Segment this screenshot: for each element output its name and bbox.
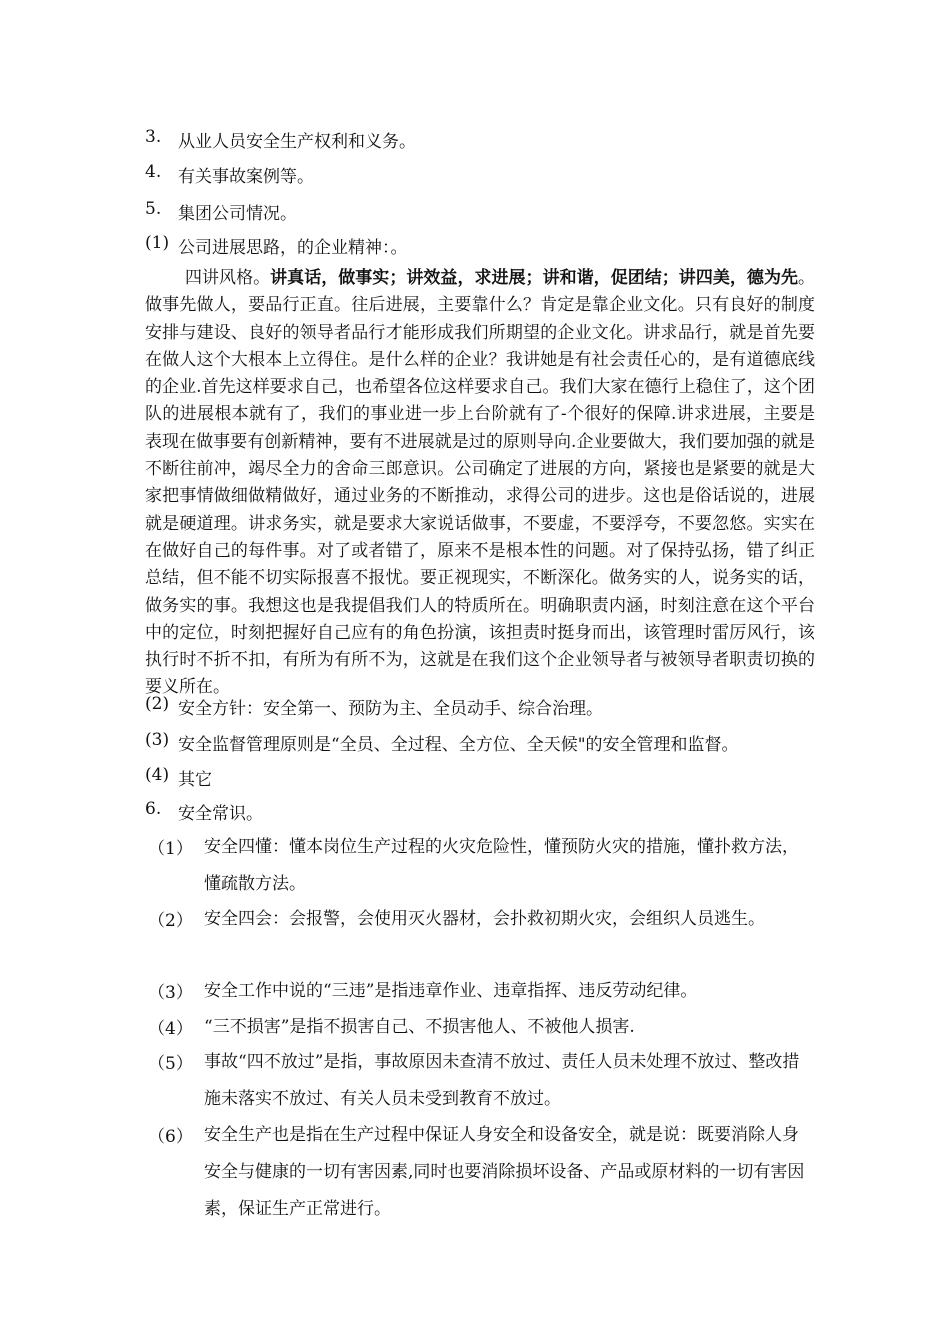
item-number: （4）: [148, 1019, 193, 1039]
item-number: (1): [145, 233, 170, 253]
item-text: “三不损害”是指不损害自己、不损害他人、不被他人损害.: [204, 1017, 635, 1037]
item-number: (2): [145, 694, 170, 714]
item-number: （3）: [148, 983, 193, 1003]
item-number: 4.: [145, 162, 162, 182]
item-text: 安全生产也是指在生产过程中保证人身安全和设备安全，就是说：既要消除人身安全与健康的一切有害因素,同时也要消除损坏设备、产品或原材料的一切有害因素，保证生产正常进行。: [204, 1125, 805, 1219]
body-paragraph: [145, 265, 815, 702]
item-text: 安全四会：会报警，会使用灭火器材，会扑救初期火灾，会组织人员逃生。: [204, 909, 765, 929]
paragraph-bold-motto: 讲真话，做事实；讲效益，求进展；讲和谐，促团结；讲四美，德为先: [270, 268, 799, 288]
paragraph-lead: 四讲风格。: [185, 268, 271, 288]
item-text: 事故“四不放过”是指，事故原因未查清不放过、责任人员未处理不放过、整改措施未落实不放过、有关人员未受到教育不放过。: [204, 1052, 800, 1109]
item-number: （6）: [148, 1127, 193, 1147]
item-number: （1）: [148, 839, 193, 859]
item-number: 5.: [145, 199, 162, 219]
item-text: 安全常识。: [178, 804, 263, 824]
item-text: 安全工作中说的“三违”是指违章作业、违章指挥、违反劳动纪律。: [204, 981, 698, 1001]
item-text: 安全方针：安全第一、预防为主、全员动手、综合治理。: [178, 699, 603, 719]
item-number: 6.: [145, 799, 162, 819]
item-number: (4): [145, 765, 170, 785]
item-text: 安全四懂：懂本岗位生产过程的火灾危险性，懂预防火灾的措施，懂扑救方法，懂疏散方法。: [204, 837, 799, 894]
item-text: 安全监督管理原则是“全员、全过程、全方位、全天候"的安全管理和监督。: [178, 735, 739, 755]
paragraph-body: 。做事先做人，要品行正直。往后进展，主要靠什么？肯定是靠企业文化。只有良好的制度安排与建设、良好的领导者品行才能形成我们所期望的企业文化。讲求品行，就是首先要在做人这个大根本上立得住。是什么样的企业？我讲她是有社会责任心的，是有道德底线的企业.首先这样要求自己，也希望各位这样要求自己。我们大家在德行上稳住了，这个团队的进展根本就有了，我们的事业进一步上台阶就有了-个很好的保障.讲求进展，主要是表现在做事要有创新精神，要有不进展就是过的原则导向.企业要做大，我们要加强的就是不断往前冲，竭尽全力的舍命三郎意识。公司确定了进展的方向，紧接也是紧要的就是大家把事情做细做精做好，通过业务的不断推动，求得公司的进步。这也是俗话说的，进展就是硬道理。讲求务实，就是要求大家说话做事，不要虚，不要浮夸，不要忽悠。实实在在做好自己的每件事。对了或者错了，原来不是根本性的问题。对了保持弘扬，错了纠正总结，但不能不切实际报喜不报忧。要正视现实，不断深化。做务实的人，说务实的话，做务实的事。我想这也是我提倡我们人的特质所在。明确职责内涵，时刻注意在这个平台中的定位，时刻把握好自己应有的角色扮演，该担责时挺身而出，该管理时雷厉风行，该执行时不折不扣，有所为有所不为，这就是在我们这个企业领导者与被领导者职责切换的要义所在。: [145, 268, 816, 698]
item-number: (3): [145, 730, 170, 750]
item-number: （5）: [148, 1054, 193, 1074]
item-number: 3.: [145, 127, 162, 147]
item-text: 公司进展思路，的企业精神：。: [178, 238, 408, 258]
item-text: 集团公司情况。: [178, 204, 297, 224]
item-text: 有关事故案例等。: [178, 167, 314, 187]
item-text: 其它: [178, 770, 212, 790]
item-number: （2）: [148, 911, 193, 931]
item-text: 从业人员安全生产权利和义务。: [178, 132, 416, 152]
